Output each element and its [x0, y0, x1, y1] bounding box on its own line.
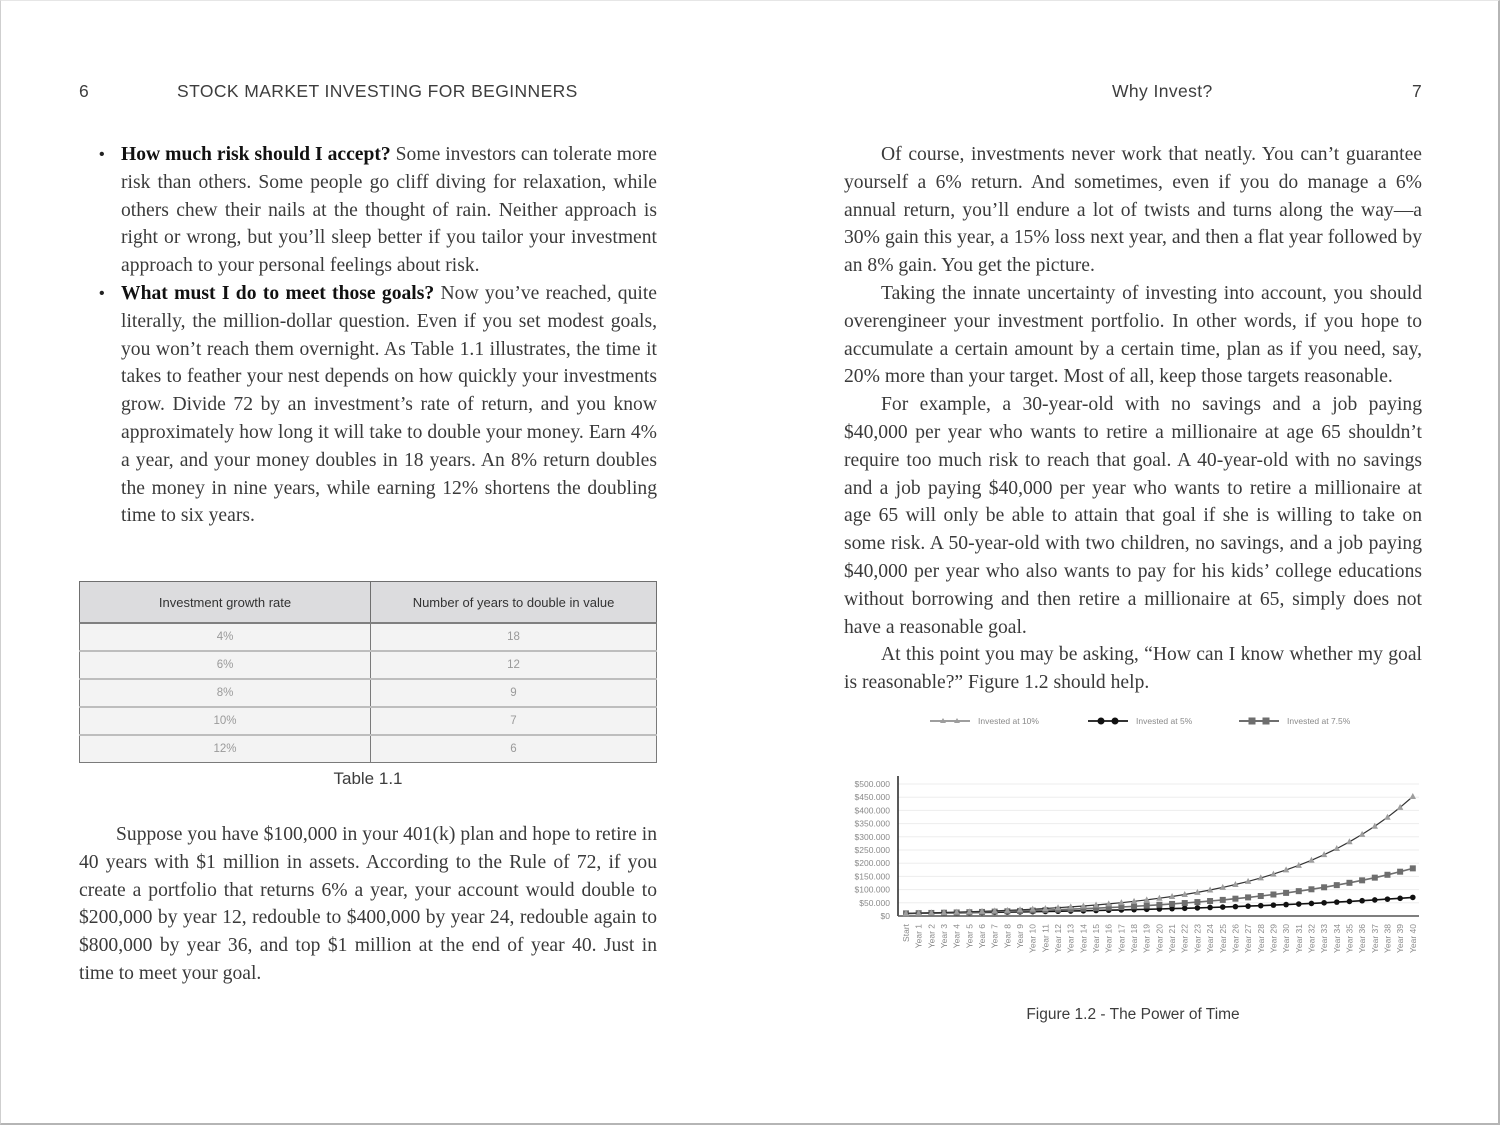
x-tick-label: Year 16 [1103, 924, 1114, 953]
data-point-7-5 [1321, 884, 1327, 890]
paragraph: Of course, investments never work that neatly. You can’t guarantee yourself a 6% return. And sometimes, even if you do manage a 6% annual return, you’ll endure a lot of twists and turns along the way—a 30% gain this year, a 15% loss next year, and then a flat year followed by an 8% gain. You get the picture. [844, 144, 1422, 277]
data-point-5 [1372, 897, 1378, 903]
data-point-5 [1271, 902, 1277, 908]
data-point-7-5 [1410, 865, 1416, 871]
paragraph: Taking the innate uncertainty of investing into account, you should overengineer your investment portfolio. In other words, if you hope to accumulate a certain amount by a certain time, plan as if you need, say, 20% more than your target. Most of all, keep those targets reasonable. [844, 282, 1422, 388]
y-tick-label: $400.000 [854, 805, 890, 816]
x-tick-label: Year 10 [1027, 924, 1038, 953]
data-point-5 [1233, 904, 1239, 910]
data-point-7-5 [1308, 886, 1314, 892]
data-point-5 [1347, 899, 1353, 905]
data-point-7-5 [1334, 882, 1340, 888]
x-tick-label: Year 31 [1293, 924, 1304, 953]
y-tick-label: $0 [880, 911, 890, 921]
data-point-10 [1410, 793, 1416, 799]
paragraph: Suppose you have $100,000 in your 401(k) plan and hope to retire in 40 years with $1 million in assets. According to the Rule of 72, if you create a portfolio that returns 6% a year, your account would double to $200,000 by year 12, redouble to $400,000 by year 24, redouble again to $800,000 by year 36, and top $1 million at the end of year 40. Just in time to meet your goal. [79, 824, 657, 984]
bullet-lead: How much risk should I accept? [121, 144, 391, 165]
data-point-5 [1359, 898, 1365, 904]
table-cell: 7 [371, 707, 657, 735]
x-tick-label: Year 7 [989, 924, 1000, 949]
table-cell: 10% [80, 707, 371, 735]
data-point-10 [1359, 831, 1365, 837]
data-point-7-5 [1359, 877, 1365, 883]
bullet-text: Some investors can tolerate more risk than others. Some people go cliff diving for relaxation, while others chew their nails at the thought of rain. Neither approach is right or wrong, but you’ll sleep better if you tailor your investment approach to your personal feelings about risk. [121, 144, 657, 277]
data-point-5 [1283, 902, 1289, 908]
data-point-5 [1397, 895, 1403, 901]
x-tick-label: Year 6 [977, 924, 988, 949]
x-tick-label: Year 39 [1395, 924, 1406, 953]
table-cell: 4% [80, 623, 371, 651]
x-tick-label: Year 18 [1129, 924, 1140, 953]
table-header: Number of years to double in value [371, 582, 657, 624]
left-page-number: 6 [79, 81, 90, 101]
x-tick-label: Year 24 [1205, 924, 1216, 953]
x-tick-label: Year 3 [939, 924, 950, 949]
data-point-7-5 [1397, 869, 1403, 875]
data-point-5 [1385, 896, 1391, 902]
x-tick-label: Year 28 [1255, 924, 1266, 953]
x-tick-label: Year 32 [1306, 924, 1317, 953]
x-tick-label: Year 9 [1015, 924, 1026, 949]
bullet-dot-icon: • [99, 146, 105, 163]
data-point-5 [1309, 901, 1315, 907]
x-tick-label: Year 35 [1344, 924, 1355, 953]
x-tick-label: Year 34 [1331, 924, 1342, 953]
x-tick-label: Year 22 [1179, 924, 1190, 953]
left-running-head: STOCK MARKET INVESTING FOR BEGINNERS [177, 81, 578, 101]
data-point-7-5 [1296, 888, 1302, 894]
data-point-10 [1346, 838, 1352, 844]
y-tick-label: $100.000 [854, 884, 890, 895]
y-tick-label: $450.000 [854, 792, 890, 803]
data-point-7-5 [1169, 901, 1175, 907]
right-page-number: 7 [1412, 81, 1423, 101]
data-point-7-5 [1220, 897, 1226, 903]
y-tick-label: $300.000 [854, 831, 890, 842]
y-tick-label: $150.000 [854, 871, 890, 882]
x-tick-label: Year 38 [1382, 924, 1393, 953]
table-header: Investment growth rate [80, 582, 371, 624]
table-caption: Table 1.1 [333, 769, 403, 788]
data-point-5 [1220, 904, 1226, 910]
legend-label: Invested at 5% [1136, 716, 1193, 726]
table-cell: 18 [371, 623, 657, 651]
data-point-5 [1245, 903, 1251, 909]
data-point-7-5 [1156, 902, 1162, 908]
legend-label: Invested at 10% [978, 716, 1039, 726]
data-point-7-5 [1182, 900, 1188, 906]
x-tick-label: Year 19 [1141, 924, 1152, 953]
figure-caption: Figure 1.2 - The Power of Time [1026, 1006, 1240, 1023]
data-point-5 [1195, 905, 1201, 911]
bullet-lead: What must I do to meet those goals? [121, 282, 435, 304]
x-tick-label: Year 36 [1357, 924, 1368, 953]
table-cell: 12 [371, 651, 657, 679]
x-tick-label: Year 25 [1217, 924, 1228, 953]
y-tick-label: $50.000 [859, 897, 890, 908]
x-tick-label: Year 12 [1053, 924, 1064, 953]
x-tick-label: Year 1 [913, 924, 924, 949]
x-tick-label: Year 40 [1407, 924, 1418, 953]
x-tick-label: Year 27 [1243, 924, 1254, 953]
data-point-7-5 [1194, 899, 1200, 905]
x-tick-label: Year 11 [1040, 924, 1051, 953]
x-tick-label: Year 4 [951, 924, 962, 949]
y-tick-label: $350.000 [854, 818, 890, 829]
x-tick-label: Year 33 [1319, 924, 1330, 953]
data-point-5 [1296, 901, 1302, 907]
data-point-7-5 [1232, 896, 1238, 902]
x-tick-label: Year 15 [1091, 924, 1102, 953]
data-point-7-5 [1207, 898, 1213, 904]
data-point-7-5 [1384, 872, 1390, 878]
x-tick-label: Year 8 [1002, 924, 1013, 949]
table-cell: 9 [371, 679, 657, 707]
x-tick-label: Year 13 [1065, 924, 1076, 953]
x-tick-label: Year 29 [1268, 924, 1279, 953]
data-point-7-5 [1270, 891, 1276, 897]
x-tick-label: Year 20 [1154, 924, 1165, 953]
paragraph: For example, a 30-year-old with no savings and a job paying $40,000 per year who wants to retire a millionaire at age 65 shouldn’t require too much risk to reach that goal. A 40-year-old with no savings and a job paying $40,000 per year who wants to retire a millionaire at age 65 will only be able to attain that goal if she is willing to take on some risk. A 50-year-old with two children, no savings, and a job paying $40,000 per year who also wants to pay for his kids’ college educations without borrowing and then retire a millionaire at 65, simply does not have a reasonable goal. [844, 394, 1422, 638]
legend-label: Invested at 7.5% [1287, 716, 1351, 726]
y-tick-label: $200.000 [854, 858, 890, 869]
x-tick-label: Start [901, 924, 911, 942]
data-point-5 [1207, 905, 1213, 911]
paragraph: At this point you may be asking, “How can I know whether my goal is reasonable?” Figure 1.2 should help. [844, 644, 1422, 694]
y-tick-label: $250.000 [854, 845, 890, 855]
x-tick-label: Year 37 [1369, 924, 1380, 953]
x-tick-label: Year 26 [1230, 924, 1241, 953]
bullet-dot-icon: • [99, 284, 105, 302]
table-cell: 8% [80, 679, 371, 707]
x-tick-label: Year 5 [964, 924, 975, 949]
data-point-7-5 [1372, 875, 1378, 881]
y-tick-label: $500.000 [854, 779, 890, 789]
data-point-7-5 [1245, 894, 1251, 900]
data-point-5 [1334, 899, 1340, 905]
x-tick-label: Year 17 [1116, 924, 1127, 953]
table-cell: 6 [371, 735, 657, 763]
table-cell: 6% [80, 651, 371, 679]
x-tick-label: Year 30 [1281, 924, 1292, 953]
data-point-7-5 [1283, 890, 1289, 896]
data-point-5 [1182, 905, 1188, 911]
data-point-5 [1410, 895, 1416, 901]
bullet-text: Now you’ve reached, quite literally, the million-dollar question. Even if you set modest goals, you won’t reach them overnight. As Table 1.1 illustrates, the time it takes to feather your nest depends on how quickly your investments grow. Divide 72 by an investment’s rate of return, and you know approximately how long it will take to double your money. Earn 4% a year, and your money doubles in 18 years. An 8% return doubles the money in nine years, while earning 12% shortens the doubling time to six years. [121, 282, 657, 527]
table-cell: 12% [80, 735, 371, 763]
data-point-10 [1384, 814, 1390, 820]
data-point-7-5 [1131, 903, 1137, 909]
x-tick-label: Year 21 [1167, 924, 1178, 953]
x-tick-label: Year 2 [926, 924, 937, 949]
data-point-7-5 [1144, 903, 1150, 909]
data-point-7-5 [1346, 880, 1352, 886]
power-of-time-chart [1, 1, 1500, 1126]
right-running-head: Why Invest? [1112, 81, 1213, 101]
x-tick-label: Year 23 [1192, 924, 1203, 953]
data-point-5 [1258, 903, 1264, 909]
x-tick-label: Year 14 [1078, 924, 1089, 953]
data-point-7-5 [1258, 893, 1264, 899]
data-point-5 [1321, 900, 1327, 906]
